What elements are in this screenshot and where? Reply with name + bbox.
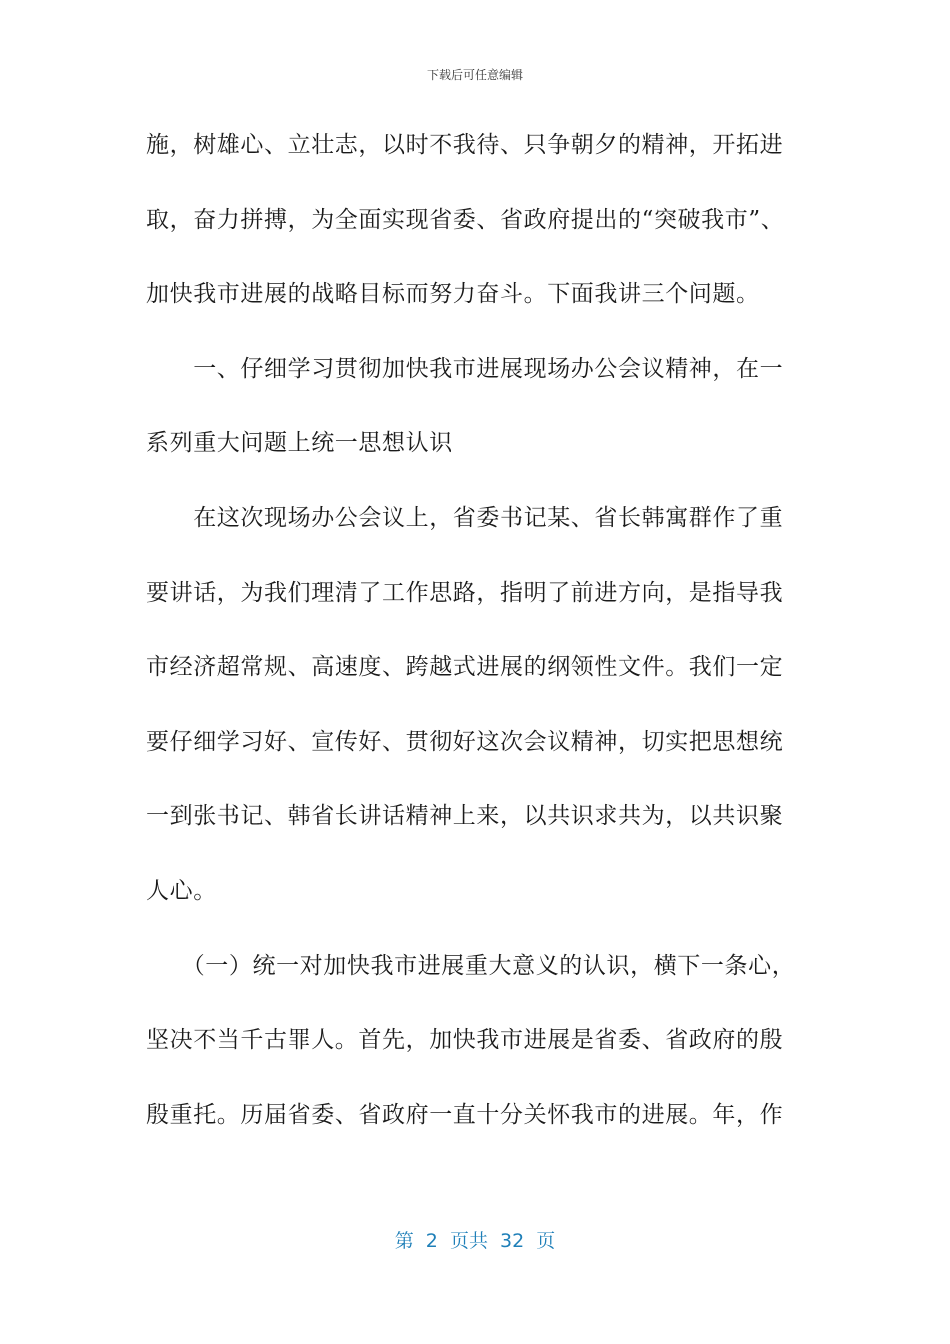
text-line: 坚决不当千古罪人。首先，加快我市进展是省委、省政府的殷 [146, 1027, 784, 1054]
page-number-footer: 第 2 页共 32 页 [394, 1230, 556, 1252]
text-line: 加快我市进展的战略目标而努力奋斗。下面我讲三个问题。 [146, 281, 760, 308]
text-line: 施，树雄心、立壮志，以时不我待、只争朝夕的精神，开拓进 [146, 132, 784, 158]
subsection-heading-line: （一）统一对加快我市进展重大意义的认识，横下一条心， [146, 952, 796, 979]
text-line: 市经济超常规、高速度、跨越式进展的纲领性文件。我们一定 [146, 654, 784, 681]
header-note: 下载后可任意编辑 [426, 68, 523, 82]
text-line: 在这次现场办公会议上，省委书记某、省长韩寓群作了重 [146, 504, 784, 531]
section-heading-line: 一、仔细学习贯彻加快我市进展现场办公会议精神，在一 [146, 355, 784, 382]
text-line: 一到张书记、韩省长讲话精神上来，以共识求共为，以共识聚 [146, 803, 784, 830]
text-line: 取，奋力拼搏，为全面实现省委、省政府提出的“突破我市”、 [146, 206, 785, 233]
section-heading-line: 系列重大问题上统一思想认识 [146, 430, 453, 457]
text-line: 殷重托。历届省委、省政府一直十分关怀我市的进展。年，作 [146, 1101, 784, 1128]
text-line: 要讲话，为我们理清了工作思路，指明了前进方向，是指导我 [146, 579, 784, 606]
document-body [146, 121, 806, 1165]
text-line: 人心。 [146, 877, 217, 904]
text-line: 要仔细学习好、宣传好、贯彻好这次会议精神，切实把思想统 [146, 728, 784, 755]
